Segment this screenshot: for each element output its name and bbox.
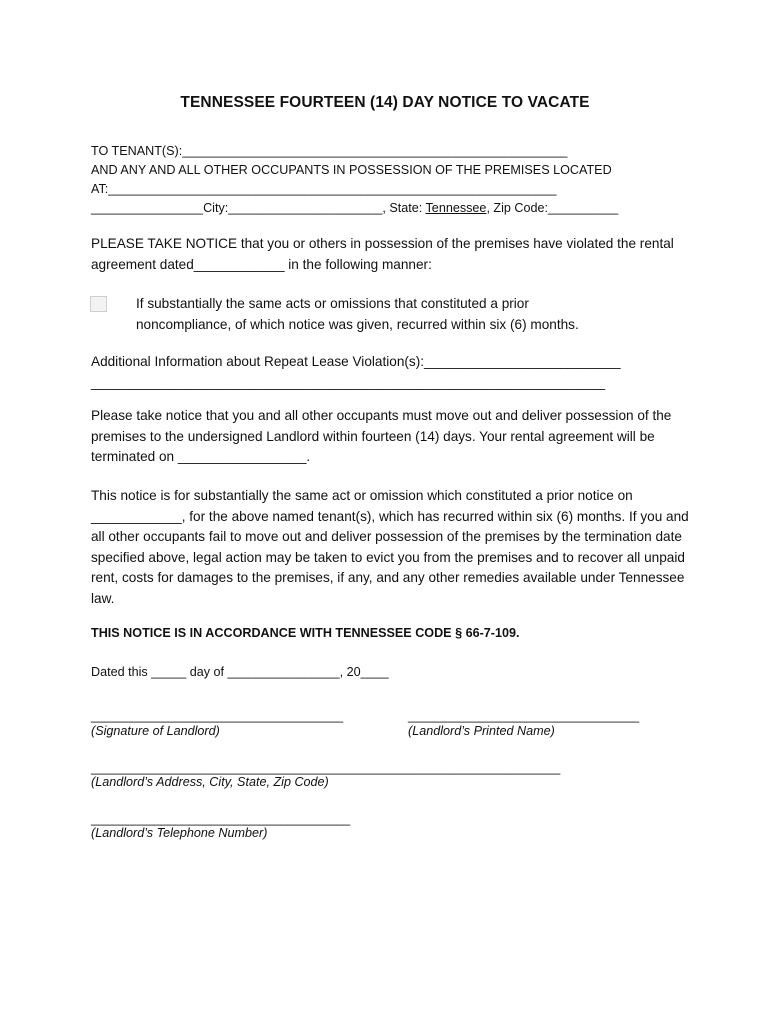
landlord-address-line: ___________________________________________________________________ [91, 761, 561, 775]
landlord-address-label: (Landlord’s Address, City, State, Zip Code) [91, 775, 329, 789]
dated-line: Dated this _____ day of ________________, 20____ [91, 665, 389, 679]
signature-line: ____________________________________ [91, 709, 344, 723]
signature-label: (Signature of Landlord) [91, 724, 220, 738]
additional-info-line-1: Additional Information about Repeat Lease Violation(s):__________________________ [91, 354, 621, 369]
move-out-paragraph: Please take notice that you and all other occupants must move out and deliver possession of the premises to the undersigned Landlord within fourteen (14) days. Your rental agreement will be terminated on _________________. [91, 408, 672, 465]
repeat-violation-checkbox[interactable] [90, 296, 107, 312]
address-suffix: , Zip Code:__________ [486, 201, 619, 215]
prior-notice-paragraph: This notice is for substantially the same act or omission which constituted a prior notice on ____________, for the above named tenant(s), which has recurred within six (6) months. If you and all other occupants fail to move out and deliver possession of the premises by the termination date specified above, legal action may be taken to evict you from the premises and to recover all unpaid rent, costs for damages to the premises, if any, and any other remedies available under Tennessee law. [91, 488, 689, 606]
option-text-line-2: noncompliance, of which notice was given, recurred within six (6) months. [136, 317, 579, 332]
document-title: TENNESSEE FOURTEEN (14) DAY NOTICE TO VACATE [180, 94, 590, 111]
printed-name-label: (Landlord’s Printed Name) [408, 724, 555, 738]
address-line [91, 198, 618, 218]
premises-at-line: AT:________________________________________________________________ [91, 182, 557, 196]
address-prefix: ________________City:______________________, State: [91, 201, 426, 215]
telephone-line: _____________________________________ [91, 812, 351, 826]
tenant-line: TO TENANT(S):_______________________________________________________ [91, 144, 568, 158]
notice-paragraph: PLEASE TAKE NOTICE that you or others in possession of the premises have violated the rental agreement dated____________ in the following manner: [91, 236, 674, 272]
additional-info-line-2: ____________________________________________________________________ [91, 375, 606, 390]
code-statement: THIS NOTICE IS IN ACCORDANCE WITH TENNESSEE CODE § 66-7-109. [91, 626, 520, 640]
option-text-line-1: If substantially the same acts or omissions that constituted a prior [136, 296, 529, 311]
state-value: Tennessee [425, 201, 487, 215]
printed-name-line: _________________________________ [408, 709, 640, 723]
occupants-line: AND ANY AND ALL OTHER OCCUPANTS IN POSSESSION OF THE PREMISES LOCATED [91, 163, 612, 177]
telephone-label: (Landlord’s Telephone Number) [91, 826, 268, 840]
